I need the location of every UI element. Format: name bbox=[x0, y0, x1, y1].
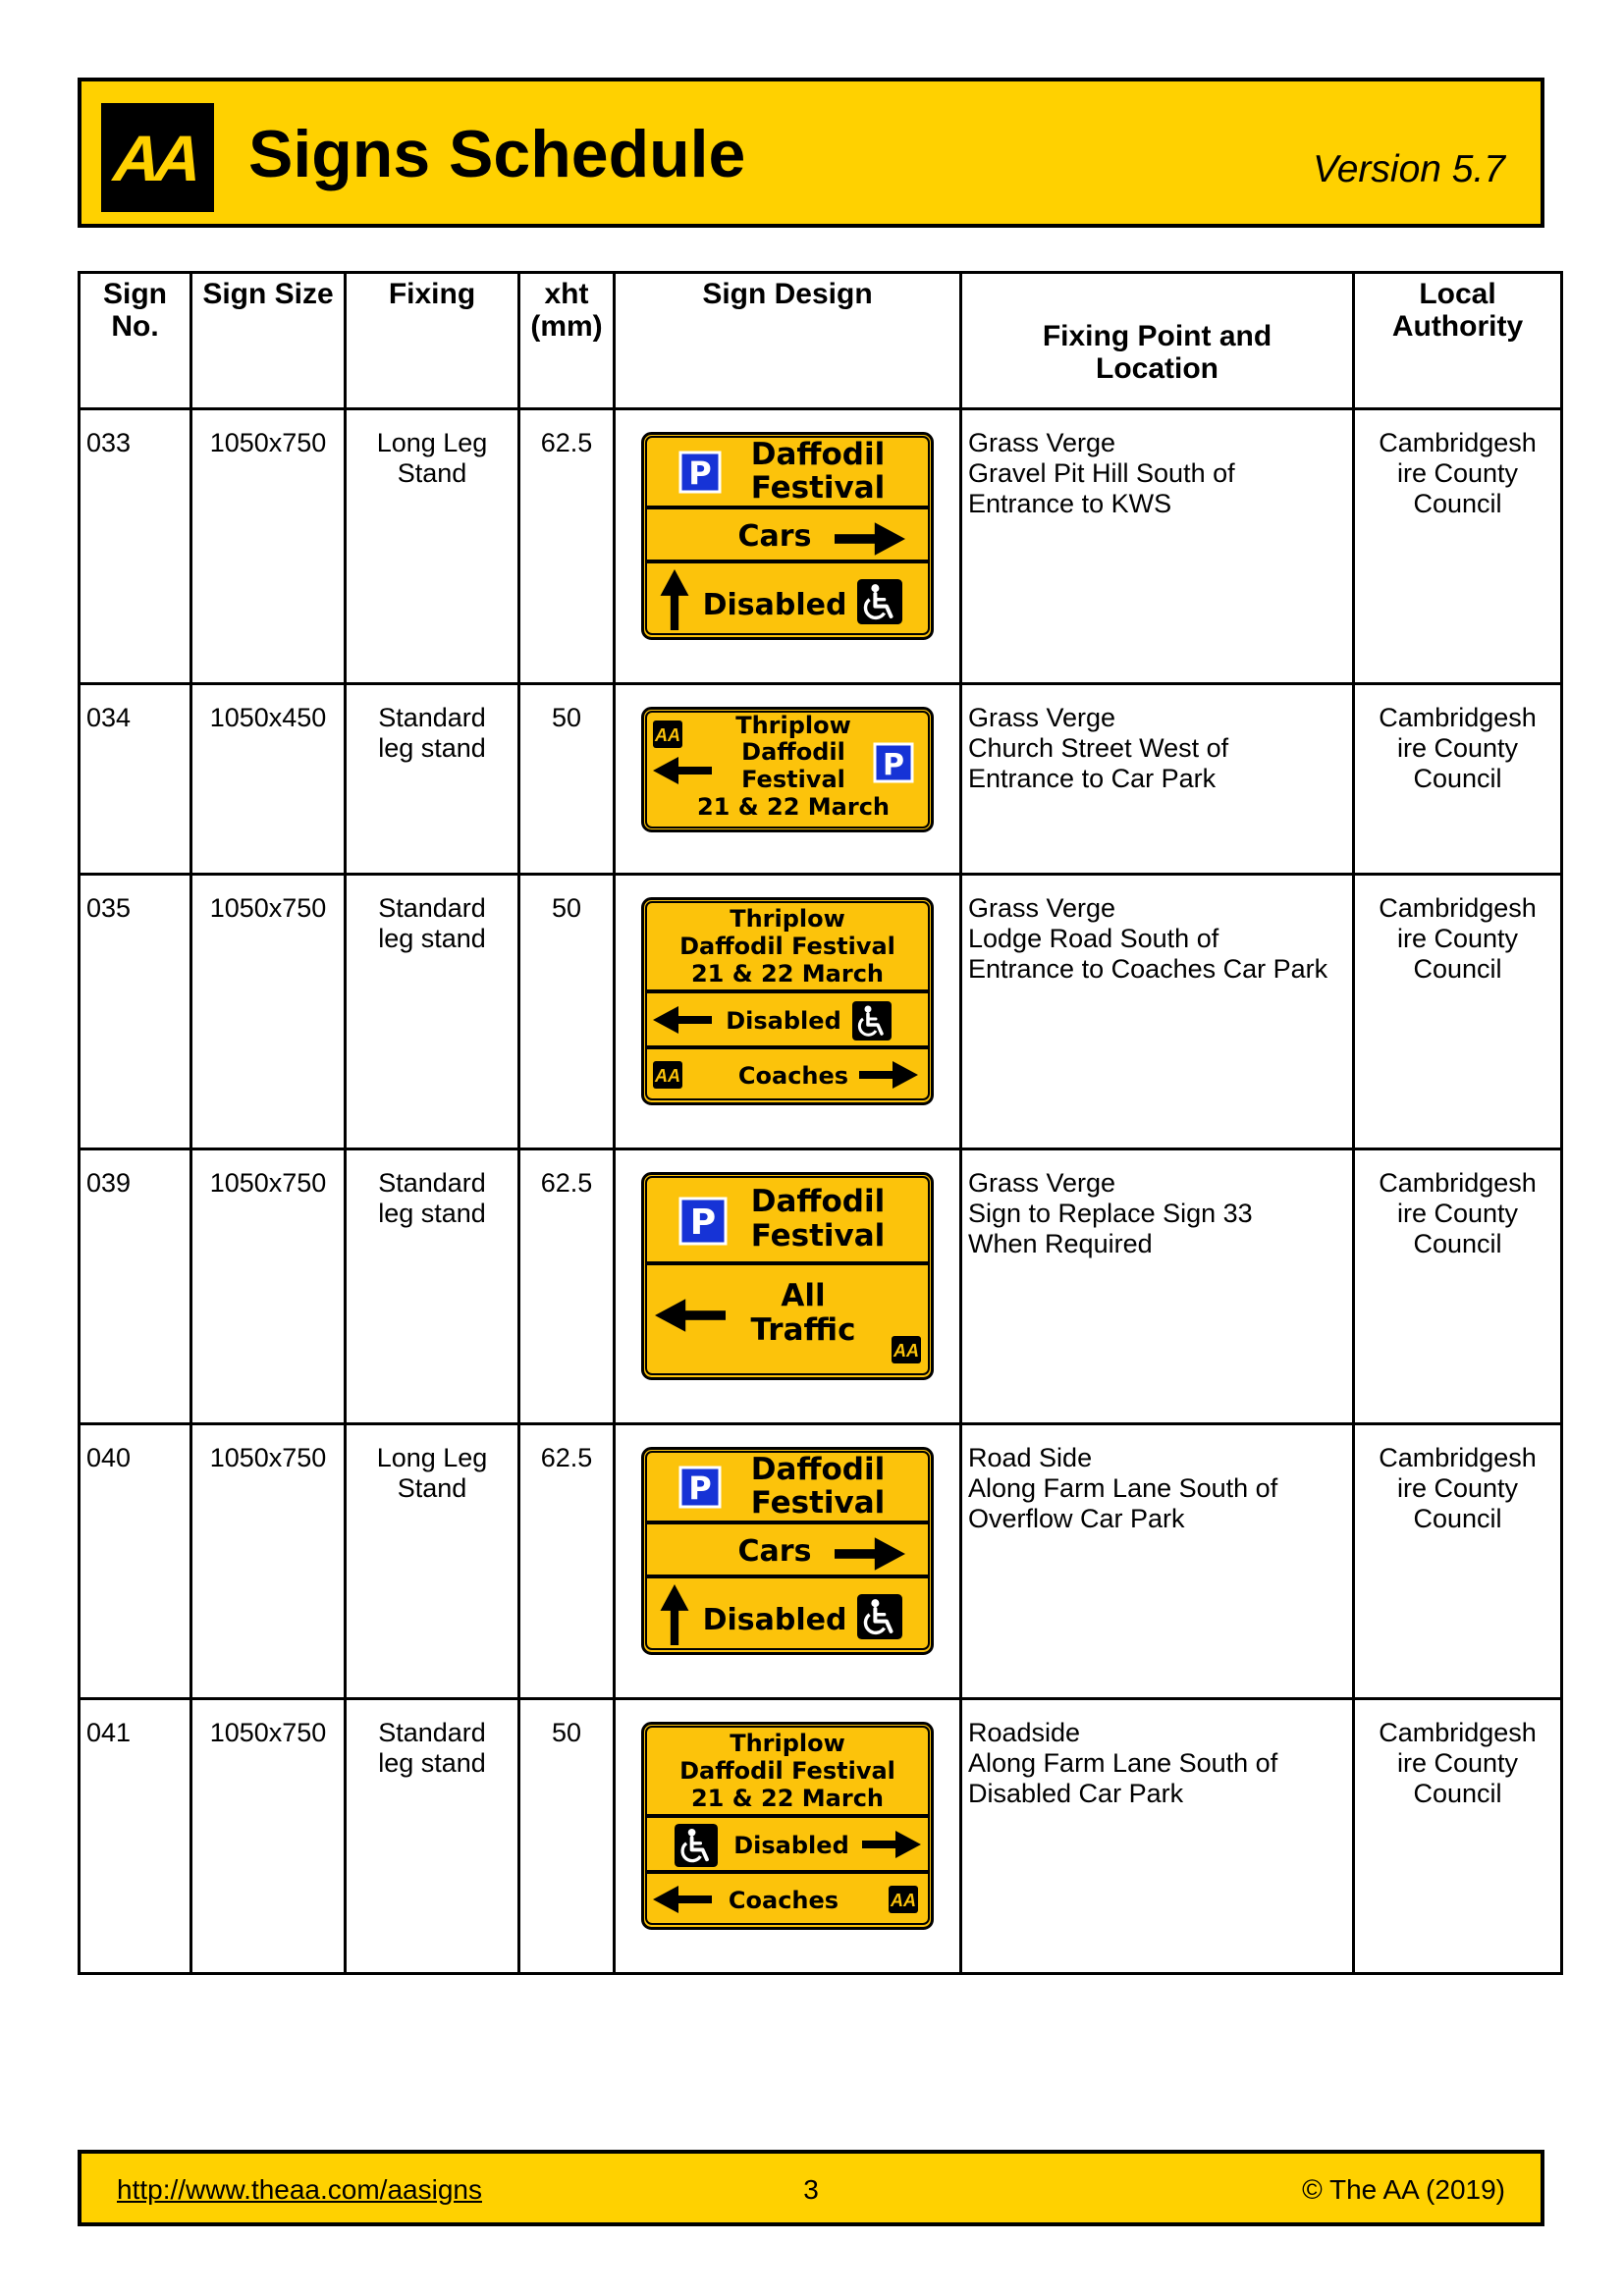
sign-design bbox=[615, 1424, 961, 1699]
sign-no: 041 bbox=[80, 1699, 191, 1974]
header-fixing: Fixing bbox=[346, 273, 519, 409]
xht: 50 bbox=[519, 684, 615, 875]
svg-text:AA: AA bbox=[893, 1341, 919, 1361]
svg-text:Disabled: Disabled bbox=[733, 1832, 849, 1859]
table-row bbox=[80, 409, 1562, 684]
header-xht: xht (mm) bbox=[519, 273, 615, 409]
sign-design bbox=[615, 409, 961, 684]
authority: Cambridgesh ire County Council bbox=[1354, 1149, 1562, 1424]
svg-text:Festival: Festival bbox=[750, 470, 886, 506]
location: Road Side Along Farm Lane South of Overflow Car Park bbox=[961, 1424, 1354, 1699]
table-row bbox=[80, 1699, 1562, 1974]
svg-text:Daffodil Festival: Daffodil Festival bbox=[679, 1757, 895, 1785]
sign-graphic bbox=[641, 1447, 934, 1655]
fixing: Long Leg Stand bbox=[346, 1424, 519, 1699]
location: Grass Verge Lodge Road South of Entrance to Coaches Car Park bbox=[961, 875, 1354, 1149]
svg-text:AA: AA bbox=[655, 1066, 680, 1086]
version-label: Version 5.7 bbox=[1313, 148, 1505, 190]
authority: Cambridgesh ire County Council bbox=[1354, 1699, 1562, 1974]
table-header-row bbox=[80, 273, 1562, 409]
sign-no: 033 bbox=[80, 409, 191, 684]
svg-text:All: All bbox=[781, 1278, 826, 1313]
svg-text:P: P bbox=[688, 1469, 712, 1507]
svg-text:Daffodil: Daffodil bbox=[750, 1184, 886, 1219]
sign-no: 040 bbox=[80, 1424, 191, 1699]
wheelchair-icon bbox=[857, 1594, 902, 1639]
svg-text:Festival: Festival bbox=[741, 766, 845, 793]
sign-size: 1050x750 bbox=[191, 1424, 346, 1699]
svg-text:Coaches: Coaches bbox=[728, 1887, 839, 1914]
wheelchair-icon bbox=[852, 1001, 892, 1041]
table-row bbox=[80, 875, 1562, 1149]
authority: Cambridgesh ire County Council bbox=[1354, 875, 1562, 1149]
authority: Cambridgesh ire County Council bbox=[1354, 684, 1562, 875]
header-sign-no: Sign No. bbox=[80, 273, 191, 409]
aa-logo bbox=[101, 103, 214, 212]
svg-text:Cars: Cars bbox=[737, 1534, 812, 1569]
svg-text:Festival: Festival bbox=[750, 1218, 886, 1254]
page-footer bbox=[78, 2150, 1544, 2226]
sign-no: 035 bbox=[80, 875, 191, 1149]
authority: Cambridgesh ire County Council bbox=[1354, 1424, 1562, 1699]
sign-graphic bbox=[641, 897, 934, 1105]
svg-text:Coaches: Coaches bbox=[737, 1062, 849, 1090]
svg-text:Traffic: Traffic bbox=[750, 1312, 856, 1348]
fixing: Standard leg stand bbox=[346, 684, 519, 875]
sign-graphic bbox=[641, 1172, 934, 1380]
svg-text:Cars: Cars bbox=[737, 519, 812, 554]
svg-text:Disabled: Disabled bbox=[702, 1603, 847, 1637]
aa-signs-link[interactable]: http://www.theaa.com/aasigns bbox=[117, 2174, 482, 2205]
svg-text:Thriplow: Thriplow bbox=[735, 712, 851, 739]
svg-text:P: P bbox=[883, 748, 904, 782]
page-header bbox=[78, 78, 1544, 228]
svg-text:Daffodil: Daffodil bbox=[750, 437, 886, 472]
sign-graphic bbox=[641, 707, 934, 832]
sign-design bbox=[615, 1149, 961, 1424]
svg-text:Daffodil Festival: Daffodil Festival bbox=[679, 933, 895, 960]
page-title: Signs Schedule bbox=[248, 117, 746, 191]
svg-text:AA: AA bbox=[655, 725, 680, 745]
header-authority: Local Authority bbox=[1354, 273, 1562, 409]
svg-text:Disabled: Disabled bbox=[702, 588, 847, 622]
fixing: Long Leg Stand bbox=[346, 409, 519, 684]
table-row bbox=[80, 1424, 1562, 1699]
header-sign-size: Sign Size bbox=[191, 273, 346, 409]
svg-text:Daffodil: Daffodil bbox=[750, 1452, 886, 1487]
sign-no: 039 bbox=[80, 1149, 191, 1424]
fixing: Standard leg stand bbox=[346, 875, 519, 1149]
xht: 50 bbox=[519, 1699, 615, 1974]
svg-text:Daffodil: Daffodil bbox=[741, 738, 845, 766]
svg-text:Festival: Festival bbox=[750, 1485, 886, 1521]
sign-design bbox=[615, 875, 961, 1149]
aa-logo-text: AA bbox=[111, 121, 198, 194]
wheelchair-icon bbox=[857, 579, 902, 624]
svg-text:Disabled: Disabled bbox=[726, 1007, 841, 1035]
location: Grass Verge Sign to Replace Sign 33 When Required bbox=[961, 1149, 1354, 1424]
xht: 62.5 bbox=[519, 409, 615, 684]
fixing: Standard leg stand bbox=[346, 1149, 519, 1424]
svg-text:21 & 22 March: 21 & 22 March bbox=[696, 793, 891, 821]
xht: 62.5 bbox=[519, 1424, 615, 1699]
sign-size: 1050x750 bbox=[191, 409, 346, 684]
svg-text:Thriplow: Thriplow bbox=[730, 905, 845, 933]
sign-size: 1050x450 bbox=[191, 684, 346, 875]
sign-size: 1050x750 bbox=[191, 875, 346, 1149]
svg-text:P: P bbox=[689, 1202, 717, 1243]
svg-text:AA: AA bbox=[891, 1891, 916, 1910]
header-sign-design: Sign Design bbox=[615, 273, 961, 409]
svg-text:Thriplow: Thriplow bbox=[730, 1730, 845, 1757]
svg-text:21 & 22 March: 21 & 22 March bbox=[690, 960, 885, 988]
location: Roadside Along Farm Lane South of Disabled Car Park bbox=[961, 1699, 1354, 1974]
sign-design bbox=[615, 684, 961, 875]
xht: 62.5 bbox=[519, 1149, 615, 1424]
sign-size: 1050x750 bbox=[191, 1699, 346, 1974]
table-row bbox=[80, 1149, 1562, 1424]
location: Grass Verge Gravel Pit Hill South of Entrance to KWS bbox=[961, 409, 1354, 684]
sign-no: 034 bbox=[80, 684, 191, 875]
authority: Cambridgesh ire County Council bbox=[1354, 409, 1562, 684]
table-row bbox=[80, 684, 1562, 875]
sign-graphic bbox=[641, 432, 934, 640]
sign-size: 1050x750 bbox=[191, 1149, 346, 1424]
svg-text:21 & 22 March: 21 & 22 March bbox=[690, 1785, 885, 1812]
sign-design bbox=[615, 1699, 961, 1974]
location: Grass Verge Church Street West of Entrance to Car Park bbox=[961, 684, 1354, 875]
xht: 50 bbox=[519, 875, 615, 1149]
copyright-text: © The AA (2019) bbox=[1302, 2174, 1505, 2205]
wheelchair-icon bbox=[675, 1824, 718, 1867]
signs-schedule-table bbox=[78, 271, 1563, 1975]
header-location: Fixing Point and Location bbox=[961, 273, 1354, 409]
fixing: Standard leg stand bbox=[346, 1699, 519, 1974]
page-number: 3 bbox=[803, 2174, 819, 2205]
svg-text:P: P bbox=[688, 454, 712, 492]
sign-graphic bbox=[641, 1722, 934, 1930]
